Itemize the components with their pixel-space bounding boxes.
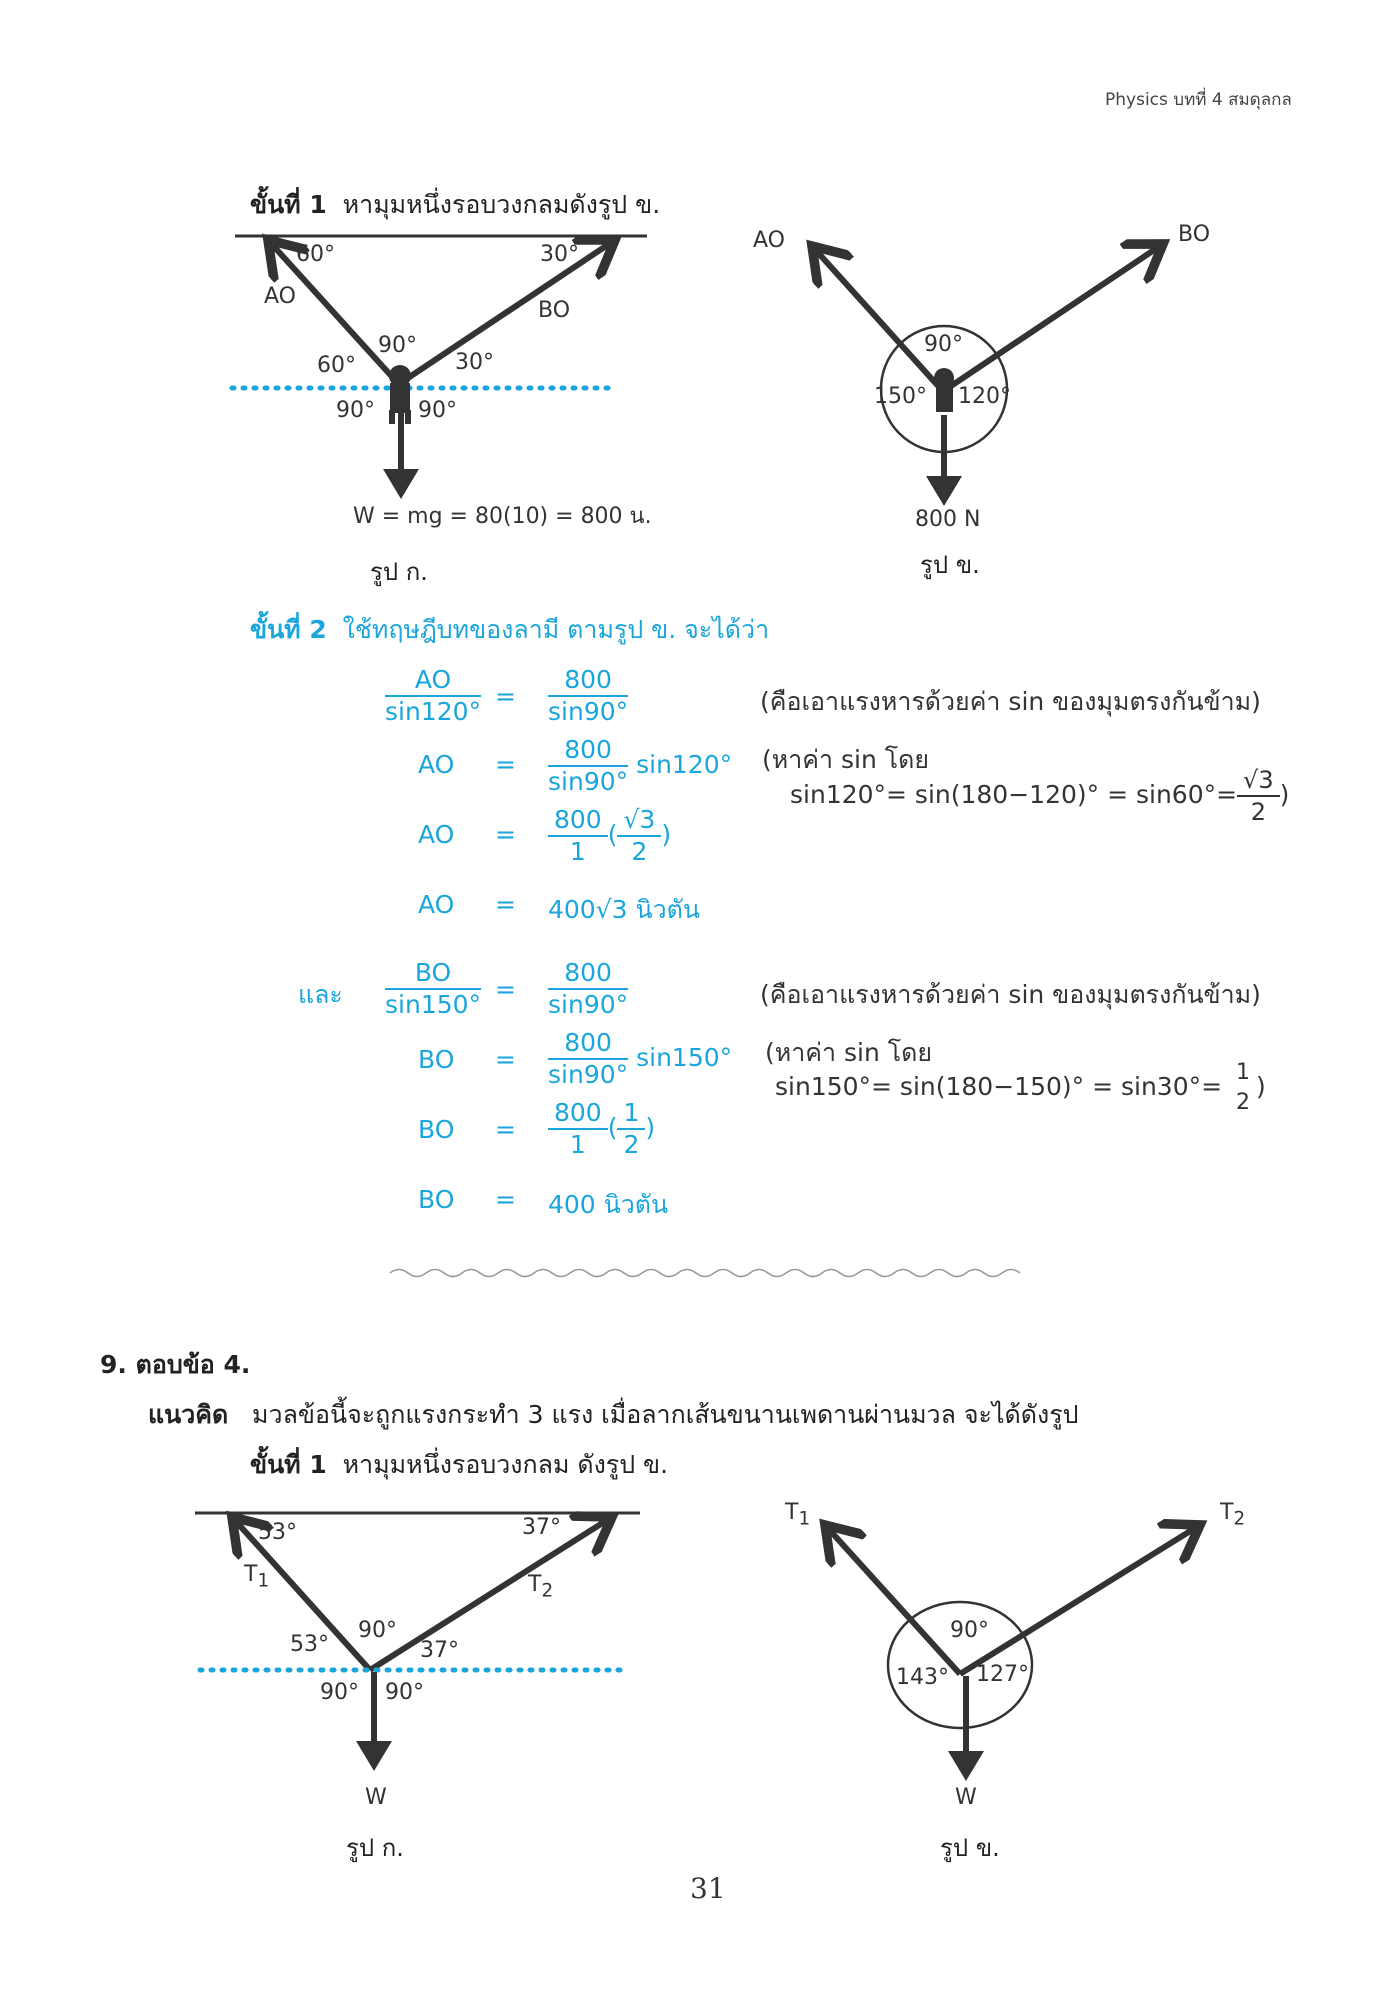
- ao-note2b: sin120°= sin(180−120)° = sin60°= $\frac{√3}{2}$ ): [790, 766, 1290, 826]
- question-answer: 9. ตอบข้อ 4.: [100, 1350, 251, 1379]
- fig1b-angle-right: 120°: [958, 384, 1011, 409]
- fig1a-angle-blue-right: 30°: [455, 350, 494, 375]
- fig2a-label-t2: $T_2$: [528, 1572, 554, 1602]
- fig2a-caption: รูป ก.: [346, 1834, 404, 1862]
- ao-eq1-equals: =: [495, 682, 516, 711]
- bo-eq1-rhs: $\frac{800}{\sin 90^\circ}$: [548, 958, 629, 1019]
- bo-note1: (คือเอาแรงหารด้วยค่า sin ของมุมตรงกันข้าม): [760, 980, 1261, 1009]
- fig1a-label-ao: AO: [264, 284, 296, 309]
- ao-eq2-equals: =: [495, 750, 516, 779]
- fig2a-angle-center: 90°: [358, 1618, 397, 1643]
- fig1a-angle-center: 90°: [378, 333, 417, 358]
- fig2a-label-t1: $T_1$: [244, 1562, 270, 1592]
- fig2b-diagram: [825, 1525, 1200, 1775]
- bo-eq4-equals: =: [495, 1185, 516, 1214]
- fig2a-angle-bottom-left: 90°: [320, 1680, 359, 1705]
- fig1a-angle-bottom-left: 90°: [336, 398, 375, 423]
- bo-eq2-lhs: BO: [418, 1045, 455, 1074]
- fig1b-diagram: [812, 244, 1163, 500]
- fig2b-label-t2: $T_2$: [1220, 1500, 1246, 1530]
- bo-and: และ: [298, 980, 343, 1009]
- step1-heading: ขั้นที่ 1 หามุมหนึ่งรอบวงกลมดังรูป ข.: [250, 190, 661, 219]
- ao-eq2-rhs: $\frac{800}{\sin 90^\circ}$ sin120°: [548, 735, 733, 796]
- fig2b-caption: รูป ข.: [940, 1834, 1000, 1862]
- bo-result: 400 นิวตัน: [548, 1190, 669, 1219]
- fig2a-angle-blue-left: 53°: [290, 1632, 329, 1657]
- fig2b-label-w: W: [955, 1785, 977, 1810]
- ao-eq3-equals: =: [495, 820, 516, 849]
- fig2a-angle-top-right: 37°: [522, 1515, 561, 1540]
- fig1b-label-ao: AO: [753, 228, 785, 253]
- bo-note2b: sin150°= sin(180−150)° = sin30°= 1 2 ): [775, 1060, 1266, 1115]
- ao-note2a: (หาค่า sin โดย: [762, 745, 930, 774]
- approach-line: แนวคิด มวลข้อนี้จะถูกแรงกระทำ 3 แรง เมื่อลากเส้นขนานเพดานผ่านมวล จะได้ดังรูป: [148, 1400, 1079, 1429]
- fig1b-caption: รูป ข.: [920, 551, 980, 579]
- fig2a-angle-bottom-right: 90°: [385, 1680, 424, 1705]
- page-number: 31: [690, 1872, 726, 1905]
- ao-result: 400√3 นิวตัน: [548, 895, 700, 924]
- fig1a-angle-top-left: 60°: [296, 242, 335, 267]
- fig2b-label-t1: $T_1$: [785, 1500, 811, 1530]
- fig1b-weight: 800 N: [915, 507, 981, 532]
- fig1a-weight-equation: W = mg = 80(10) = 800 น.: [353, 504, 652, 529]
- bo-eq3-rhs: $\frac{800}{1}$ ( $\frac{1}{2}$ ): [548, 1098, 655, 1160]
- fig1a-angle-blue-left: 60°: [317, 353, 356, 378]
- bo-note2a: (หาค่า sin โดย: [765, 1038, 933, 1067]
- running-header: Physics บทที่ 4 สมดุลกล: [1105, 90, 1292, 110]
- wavy-divider: [390, 1270, 1020, 1277]
- section2-step1: ขั้นที่ 1 หามุมหนึ่งรอบวงกลม ดังรูป ข.: [250, 1450, 669, 1479]
- step2-heading: ขั้นที่ 2 ใช้ทฤษฎีบทของลามี ตามรูป ข. จะได้ว่า: [250, 615, 770, 644]
- fig2b-angle-top: 90°: [950, 1618, 989, 1643]
- fig1a-angle-bottom-right: 90°: [418, 398, 457, 423]
- ao-eq3-rhs: $\frac{800}{1}$ ( $\frac{√3}{2}$ ): [548, 805, 671, 867]
- ao-eq4-lhs: AO: [418, 890, 455, 919]
- bo-eq1-lhs: $\frac{BO}{\sin 150^\circ}$: [385, 958, 482, 1019]
- fig2a-angle-blue-right: 37°: [420, 1638, 459, 1663]
- fig1b-angle-top: 90°: [924, 332, 963, 357]
- bo-eq2-rhs: $\frac{800}{\sin 90^\circ}$ sin150°: [548, 1028, 733, 1089]
- fig1a-label-bo: BO: [538, 298, 571, 323]
- fig1a-diagram: [232, 236, 647, 493]
- ao-note1: (คือเอาแรงหารด้วยค่า sin ของมุมตรงกันข้าม): [760, 687, 1261, 716]
- fig2a-angle-top-left: 53°: [258, 1520, 297, 1545]
- fig1a-angle-top-right: 30°: [540, 242, 579, 267]
- fig2a-diagram: [195, 1513, 640, 1765]
- ao-eq1-lhs: $\frac{AO}{\sin 120^\circ}$: [385, 665, 482, 726]
- ao-eq3-lhs: AO: [418, 820, 455, 849]
- fig2b-angle-left: 143°: [896, 1665, 949, 1690]
- fig1b-angle-left: 150°: [874, 384, 927, 409]
- bo-eq3-lhs: BO: [418, 1115, 455, 1144]
- fig1b-label-bo: BO: [1178, 222, 1211, 247]
- bo-eq4-lhs: BO: [418, 1185, 455, 1214]
- bo-eq3-equals: =: [495, 1115, 516, 1144]
- fig2a-label-w: W: [365, 1785, 387, 1810]
- fig1a-caption: รูป ก.: [370, 558, 428, 586]
- ao-eq2-lhs: AO: [418, 750, 455, 779]
- ao-eq1-rhs: $\frac{800}{\sin 90^\circ}$: [548, 665, 629, 726]
- bo-eq2-equals: =: [495, 1045, 516, 1074]
- fig2b-angle-right: 127°: [976, 1662, 1029, 1687]
- ao-eq4-equals: =: [495, 890, 516, 919]
- bo-eq1-equals: =: [495, 975, 516, 1004]
